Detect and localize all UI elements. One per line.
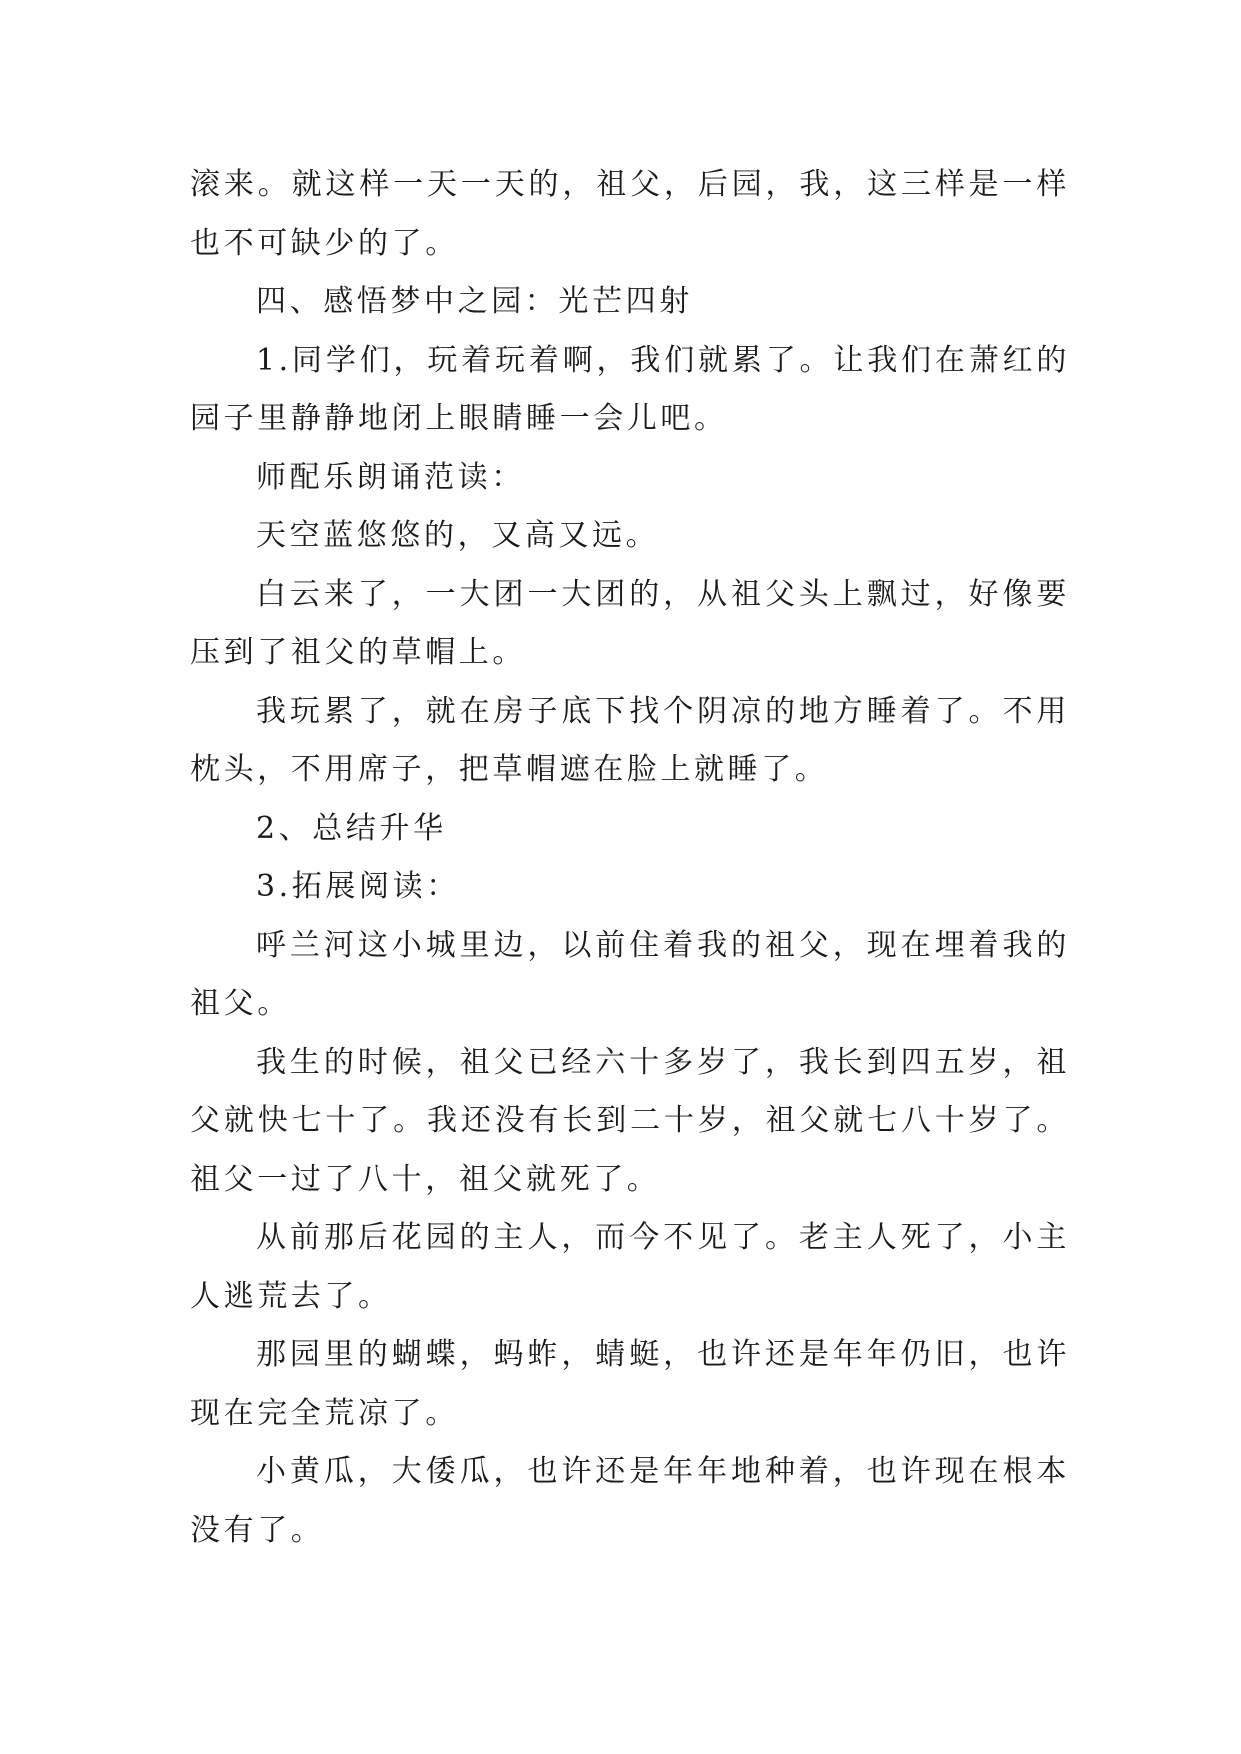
document-body (190, 156, 1070, 1560)
paragraph-3: 1.同学们，玩着玩着啊，我们就累了。让我们在萧红的园子里静静地闭上眼睛睡一会儿吧。 (190, 342, 1070, 436)
paragraph-11: 我生的时候，祖父已经六十多岁了，我长到四五岁，祖父就快七十了。我还没有长到二十岁，祖父就七八十岁了。祖父一过了八十，祖父就死了。 (190, 1044, 1070, 1197)
subheading-summary: 2、总结升华 (256, 810, 447, 846)
paragraph-6: 白云来了，一大团一大团的，从祖父头上飘过，好像要压到了祖父的草帽上。 (190, 576, 1070, 670)
paragraph-13: 那园里的蝴蝶，蚂蚱，蜻蜓，也许还是年年仍旧，也许现在完全荒凉了。 (190, 1337, 1070, 1431)
paragraph-12: 从前那后花园的主人，而今不见了。老主人死了，小主人逃荒去了。 (190, 1220, 1070, 1314)
section-heading-4: 四、感悟梦中之园：光芒四射 (256, 284, 693, 319)
paragraph-1: 滚来。就这样一天一天的，祖父，后园，我，这三样是一样也不可缺少的了。 (190, 167, 1070, 261)
paragraph-4: 师配乐朗诵范读： (256, 459, 525, 495)
paragraph-7: 我玩累了，就在房子底下找个阴凉的地方睡着了。不用枕头，不用席子，把草帽遮在脸上就睡了。 (190, 693, 1070, 787)
subheading-extended-reading: 3.拓展阅读： (256, 869, 460, 904)
paragraph-14: 小黄瓜，大倭瓜，也许还是年年地种着，也许现在根本没有了。 (190, 1454, 1070, 1548)
paragraph-5: 天空蓝悠悠的，又高又远。 (256, 518, 660, 553)
paragraph-10: 呼兰河这小城里边，以前住着我的祖父，现在埋着我的祖父。 (190, 927, 1070, 1021)
